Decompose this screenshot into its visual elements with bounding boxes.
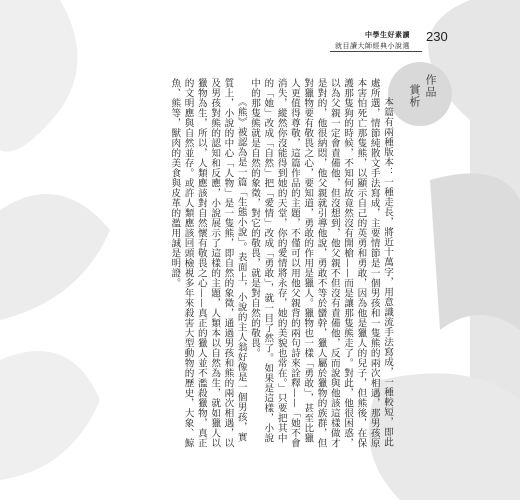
section-label-line1: 作品 — [424, 74, 437, 98]
header-divider — [330, 51, 422, 52]
paragraph: 《熊》被認為是一篇「生態小說」。表面上，小說的主人翁好像是一個男孩，實質上，小說的中心「人物」是一隻熊，即自然的象徵，通過男孩和熊的兩次相遇，以及男孩對熊的認知和反應，小說展示了這樣的主題，人類本以自然為生，就如獵人以獵物為生，所以，人類應該對自然懷有敬畏之心——真正的獵人並不濫殺獵物，真正的文明應與自然並存。或許人類應該回頭檢視多年來殺害大型動物的歷史，大象、鯨魚、熊等，獸肉的美食與皮革的濫用誠是明證。 — [169, 78, 247, 448]
analysis-body — [104, 78, 394, 448]
section-label-line2: 賞析 — [408, 84, 421, 108]
book-subtitle: 就目讀大師經典小說選 — [335, 42, 410, 50]
page-number: 230 — [426, 29, 448, 44]
paragraph: 本篇有兩種版本：一種走長，將近十萬字，用意識流手法寫成，一種較短，即此處所選，情節純散文手法寫成，主要情節是一個男孩和一隻熊的兩次相遇，那男孩原本害怕死亡那隻熊，以顯示自己的英勇和勇敢，因為他是獵人的兒子，但熊後，在保護那隻狗的時候，不知何故竟然沒有開槍——而是讓那隻熊走了。對此，他很困惑，以為父親一定會責備他，但沒想到，他父親不但沒有責備他，反而說與他該這樣做才是對的，他很納悶，他父親就引導他說，勇敢不等於蠻幹，獵人屬於獵物的族群，但對獵物要有敬畏之心，要知道，勇敢的作用是獵人。獵物也一樣「勇敢」，甚至比獵人更值得尊敬，這篇作品的主題，不僅可以用他父親背的兩句詩來詮釋——「她不會消失，縱然你沒能得到她的天堂，你的愛情將永存，她的美貌也常在。」只要把其中的「她」改成「自然」把「愛情」改成「勇敢」，就一目了然了。如果是這樣，小說中的那隻熊就是自然的象徵，對它的敬畏，就是對自然的敬畏。 — [249, 78, 393, 448]
series-title: 中學生好素讀 — [365, 31, 410, 39]
section-badge — [388, 62, 452, 126]
